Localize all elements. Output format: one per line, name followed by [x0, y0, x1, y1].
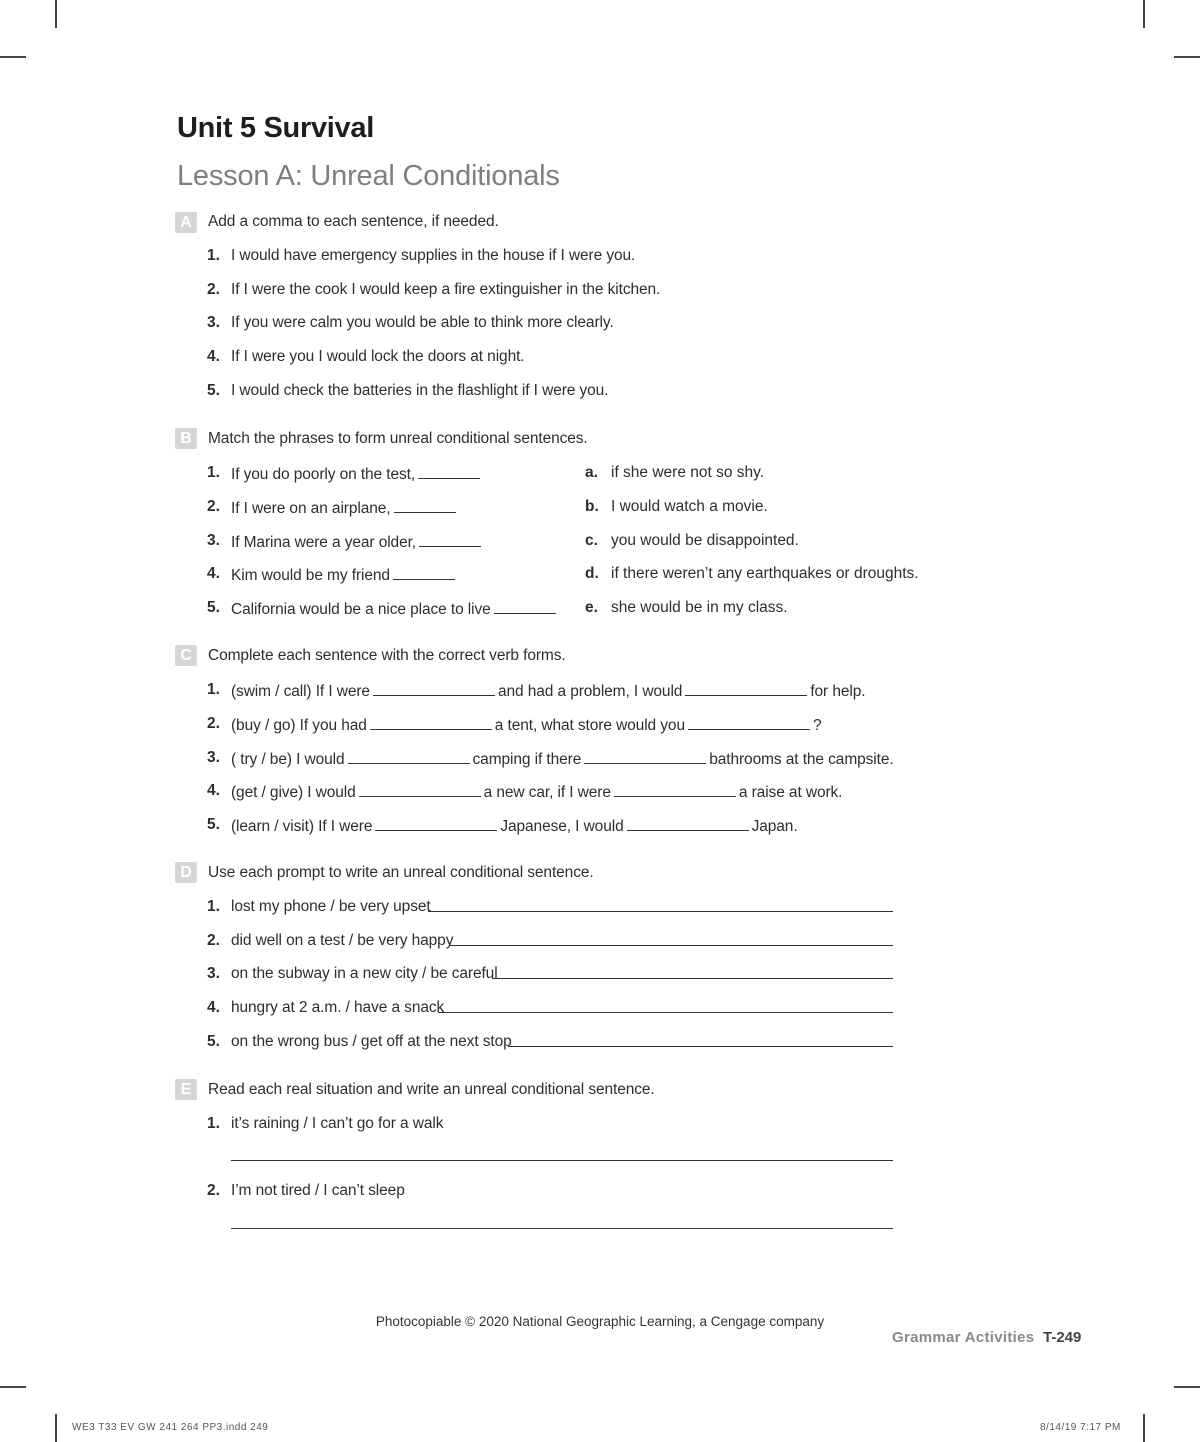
answer-line[interactable] [508, 1046, 893, 1047]
answer-d: if there weren’t any earthquakes or droughts. [611, 565, 919, 582]
section-d-prompt-5: on the wrong bus / get off at the next stop [231, 1033, 512, 1050]
text-part: (learn / visit) If I were [231, 818, 373, 835]
section-b-instruction: Match the phrases to form unreal conditional sentences. [208, 430, 588, 447]
section-label: Grammar Activities [892, 1329, 1035, 1346]
item-number: 1. [207, 464, 220, 481]
answer-letter: c. [585, 532, 598, 549]
item-number: 3. [207, 314, 220, 331]
answer-blank[interactable] [419, 532, 481, 547]
answer-b: I would watch a movie. [611, 498, 768, 515]
phrase: Kim would be my friend [231, 567, 390, 584]
item-number: 2. [207, 932, 220, 949]
section-a-badge: A [175, 212, 197, 233]
crop-mark [1143, 0, 1145, 28]
section-c-item-1 [231, 681, 865, 701]
text-part: ( try / be) I would [231, 751, 345, 768]
item-number: 2. [207, 281, 220, 298]
phrase: If I were on an airplane, [231, 500, 391, 517]
answer-c: you would be disappointed. [611, 532, 799, 549]
text-part: for help. [810, 683, 866, 700]
section-d-prompt-2: did well on a test / be very happy [231, 932, 454, 949]
section-d-prompt-3: on the subway in a new city / be careful [231, 965, 498, 982]
text-part: camping if there [472, 751, 582, 768]
verb-blank[interactable] [584, 749, 706, 764]
text-part: a raise at work. [738, 784, 843, 801]
verb-blank[interactable] [627, 816, 749, 831]
answer-blank[interactable] [418, 464, 480, 479]
section-b-badge: B [175, 428, 197, 449]
section-e-situation-2: I’m not tired / I can’t sleep [231, 1182, 405, 1199]
verb-blank[interactable] [373, 681, 495, 696]
section-b-item-4 [231, 565, 458, 585]
text-part: (swim / call) If I were [231, 683, 370, 700]
text-part: Japanese, I would [500, 818, 624, 835]
verb-blank[interactable] [688, 715, 810, 730]
item-number: 1. [207, 898, 220, 915]
item-number: 3. [207, 965, 220, 982]
section-e-badge: E [175, 1079, 197, 1100]
lesson-title: Lesson A: Unreal Conditionals [177, 160, 560, 192]
section-e-situation-1: it’s raining / I can’t go for a walk [231, 1115, 444, 1132]
section-b-item-3 [231, 532, 484, 552]
section-a-instruction: Add a comma to each sentence, if needed. [208, 213, 499, 230]
crop-mark [0, 56, 26, 58]
text-part: (buy / go) If you had [231, 717, 367, 734]
item-number: 2. [207, 715, 220, 732]
verb-blank[interactable] [685, 681, 807, 696]
item-number: 1. [207, 247, 220, 264]
answer-line[interactable] [450, 945, 893, 946]
answer-blank[interactable] [394, 498, 456, 513]
answer-letter: e. [585, 599, 598, 616]
item-number: 5. [207, 382, 220, 399]
section-c-badge: C [175, 645, 197, 666]
answer-e: she would be in my class. [611, 599, 788, 616]
section-a-item-4: If I were you I would lock the doors at night. [231, 348, 525, 365]
copyright-notice: Photocopiable © 2020 National Geographic Learning, a Cengage company [375, 1314, 825, 1329]
item-number: 5. [207, 1033, 220, 1050]
phrase: California would be a nice place to live [231, 601, 491, 618]
answer-blank[interactable] [494, 599, 556, 614]
answer-line[interactable] [438, 1012, 893, 1013]
text-part: and had a problem, I would [497, 683, 683, 700]
answer-a: if she were not so shy. [611, 464, 765, 481]
answer-line[interactable] [428, 911, 893, 912]
answer-letter: b. [585, 498, 599, 515]
print-slug-file: WE3 T33 EV GW 241 264 PP3.indd 249 [72, 1422, 269, 1433]
text-part: (get / give) I would [231, 784, 356, 801]
crop-mark [55, 1414, 57, 1442]
answer-letter: d. [585, 565, 599, 582]
answer-blank[interactable] [393, 565, 455, 580]
item-number: 1. [207, 1115, 220, 1132]
item-number: 2. [207, 498, 220, 515]
section-a-item-1: I would have emergency supplies in the house if I were you. [231, 247, 636, 264]
crop-mark [1174, 56, 1200, 58]
verb-blank[interactable] [359, 782, 481, 797]
item-number: 5. [207, 599, 220, 616]
answer-letter: a. [585, 464, 598, 481]
section-d-instruction: Use each prompt to write an unreal conditional sentence. [208, 864, 594, 881]
section-c-item-2 [231, 715, 822, 735]
section-b-item-2 [231, 498, 459, 518]
item-number: 2. [207, 1182, 220, 1199]
section-d-prompt-4: hungry at 2 a.m. / have a snack [231, 999, 445, 1016]
section-d-prompt-1: lost my phone / be very upset [231, 898, 431, 915]
section-c-item-5 [231, 816, 798, 836]
text-part: Japan. [751, 818, 798, 835]
section-a-item-5: I would check the batteries in the flashlight if I were you. [231, 382, 609, 399]
item-number: 3. [207, 749, 220, 766]
crop-mark [55, 0, 57, 28]
verb-blank[interactable] [370, 715, 492, 730]
section-b-item-1 [231, 464, 483, 484]
print-slug-date: 8/14/19 7:17 PM [1040, 1422, 1121, 1433]
crop-mark [1143, 1414, 1145, 1442]
phrase: If you do poorly on the test, [231, 466, 416, 483]
section-c-instruction: Complete each sentence with the correct verb forms. [208, 647, 566, 664]
item-number: 4. [207, 348, 220, 365]
unit-title: Unit 5 Survival [177, 112, 374, 144]
crop-mark [0, 1386, 26, 1388]
section-a-item-2: If I were the cook I would keep a fire extinguisher in the kitchen. [231, 281, 661, 298]
item-number: 3. [207, 532, 220, 549]
item-number: 4. [207, 565, 220, 582]
section-d-badge: D [175, 862, 197, 883]
section-a-item-3: If you were calm you would be able to think more clearly. [231, 314, 614, 331]
verb-blank[interactable] [614, 782, 736, 797]
verb-blank[interactable] [348, 749, 470, 764]
verb-blank[interactable] [375, 816, 497, 831]
item-number: 5. [207, 816, 220, 833]
phrase: If Marina were a year older, [231, 534, 417, 551]
section-c-item-3 [231, 749, 894, 769]
text-part: a new car, if I were [483, 784, 611, 801]
text-part: bathrooms at the campsite. [709, 751, 894, 768]
page-number: T-249 [1043, 1329, 1082, 1346]
text-part: ? [812, 717, 822, 734]
crop-mark [1174, 1386, 1200, 1388]
answer-line[interactable] [492, 978, 893, 979]
item-number: 4. [207, 999, 220, 1016]
section-e-instruction: Read each real situation and write an unreal conditional sentence. [208, 1081, 655, 1098]
text-part: a tent, what store would you [494, 717, 685, 734]
section-b-item-5 [231, 599, 559, 619]
item-number: 4. [207, 782, 220, 799]
answer-line[interactable] [231, 1160, 893, 1161]
answer-line[interactable] [231, 1228, 893, 1229]
item-number: 1. [207, 681, 220, 698]
section-c-item-4 [231, 782, 842, 802]
